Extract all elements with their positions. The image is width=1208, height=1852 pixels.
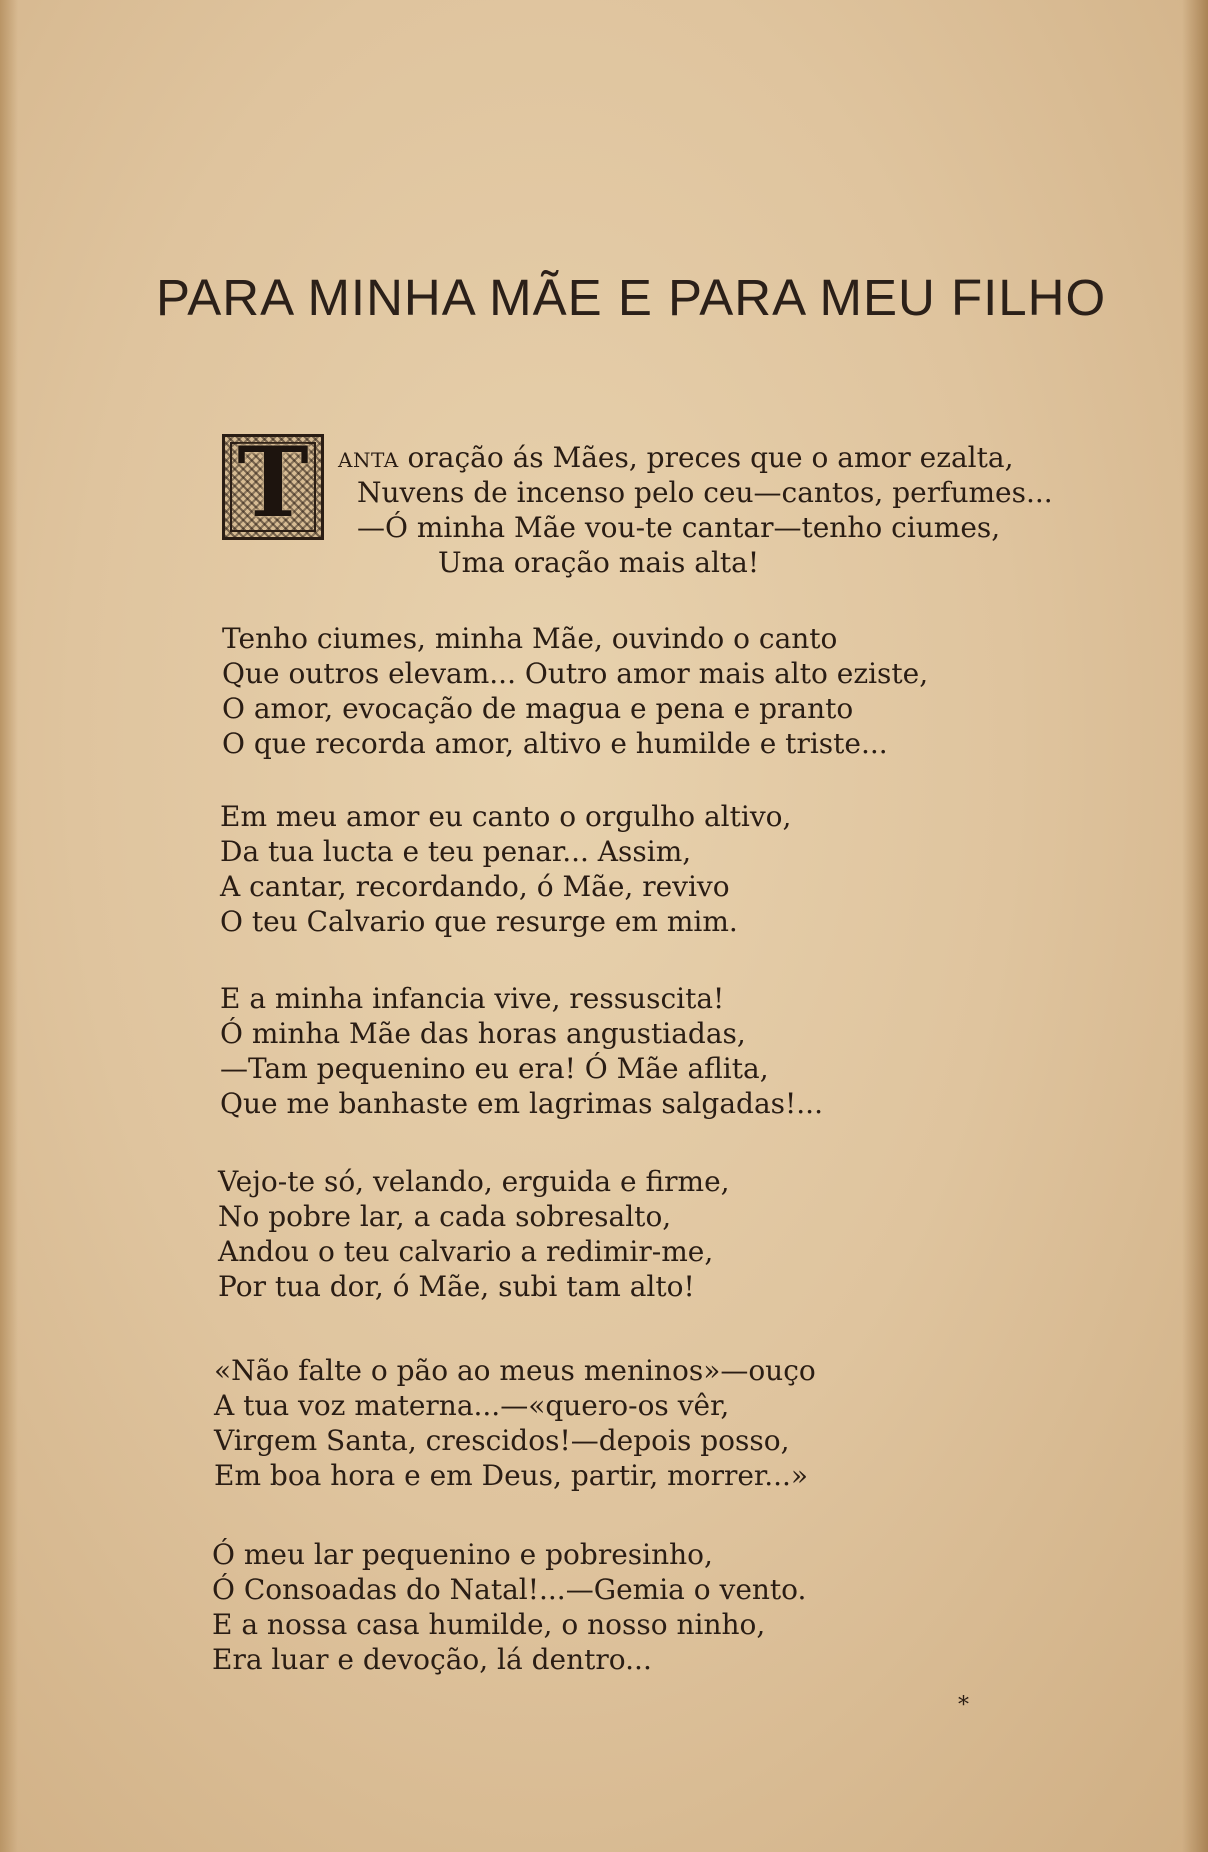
page-edge-right [1182, 0, 1208, 1852]
end-mark-asterisk: * [958, 1693, 969, 1718]
poem-line: Vejo-te só, velando, erguida e firme, [218, 1165, 730, 1198]
poem-line: Ó meu lar pequenino e pobresinho, [212, 1538, 713, 1571]
initial-letter: T [237, 434, 309, 539]
page-edge-left [0, 0, 18, 1852]
poem-line [338, 441, 1013, 477]
poem-title: PARA MINHA MÃE E PARA MEU FILHO [156, 269, 1107, 326]
poem-line: A cantar, recordando, ó Mãe, revivo [220, 870, 730, 903]
decorated-initial [222, 434, 324, 540]
poem-line: Da tua lucta e teu penar... Assim, [220, 835, 692, 868]
poem-line: Virgem Santa, crescidos!—depois posso, [214, 1424, 790, 1457]
first-word-smallcaps: ANTA [338, 448, 399, 472]
poem-line: O que recorda amor, altivo e humilde e triste... [222, 727, 888, 760]
poem-line: Por tua dor, ó Mãe, subi tam alto! [218, 1270, 695, 1303]
poem-line: Que outros elevam... Outro amor mais alto eziste, [222, 657, 929, 690]
poem-line: E a nossa casa humilde, o nosso ninho, [212, 1608, 766, 1641]
poem-line: O teu Calvario que resurge em mim. [220, 905, 738, 938]
poem-line: E a minha infancia vive, ressuscita! [220, 982, 725, 1015]
poem-line: Em meu amor eu canto o orgulho altivo, [220, 800, 792, 833]
poem-line: Uma oração mais alta! [438, 546, 760, 579]
poem-line: «Não falte o pão ao meus meninos»—ouço [214, 1354, 816, 1387]
first-line-text: oração ás Mães, preces que o amor ezalta, [398, 441, 1014, 474]
poem-line: A tua voz materna...—«quero-os vêr, [214, 1389, 730, 1422]
poem-line: Tenho ciumes, minha Mãe, ouvindo o canto [222, 622, 838, 655]
poem-line: —Tam pequenino eu era! Ó Mãe aflita, [220, 1052, 769, 1085]
poem-line: O amor, evocação de magua e pena e pranto [222, 692, 854, 725]
poem-line: Ó Consoadas do Natal!...—Gemia o vento. [212, 1573, 807, 1606]
poem-line: Nuvens de incenso pelo ceu—cantos, perfumes... [357, 476, 1053, 509]
poem-line: Ó minha Mãe das horas angustiadas, [220, 1017, 746, 1050]
poem-line: No pobre lar, a cada sobresalto, [218, 1200, 672, 1233]
poem-line: Andou o teu calvario a redimir-me, [218, 1235, 714, 1268]
poem-line: Que me banhaste em lagrimas salgadas!... [220, 1087, 823, 1120]
poem-line: Em boa hora e em Deus, partir, morrer...» [214, 1459, 809, 1492]
poem-line: Era luar e devoção, lá dentro... [212, 1643, 652, 1676]
poem-line: —Ó minha Mãe vou-te cantar—tenho ciumes, [357, 511, 1001, 544]
